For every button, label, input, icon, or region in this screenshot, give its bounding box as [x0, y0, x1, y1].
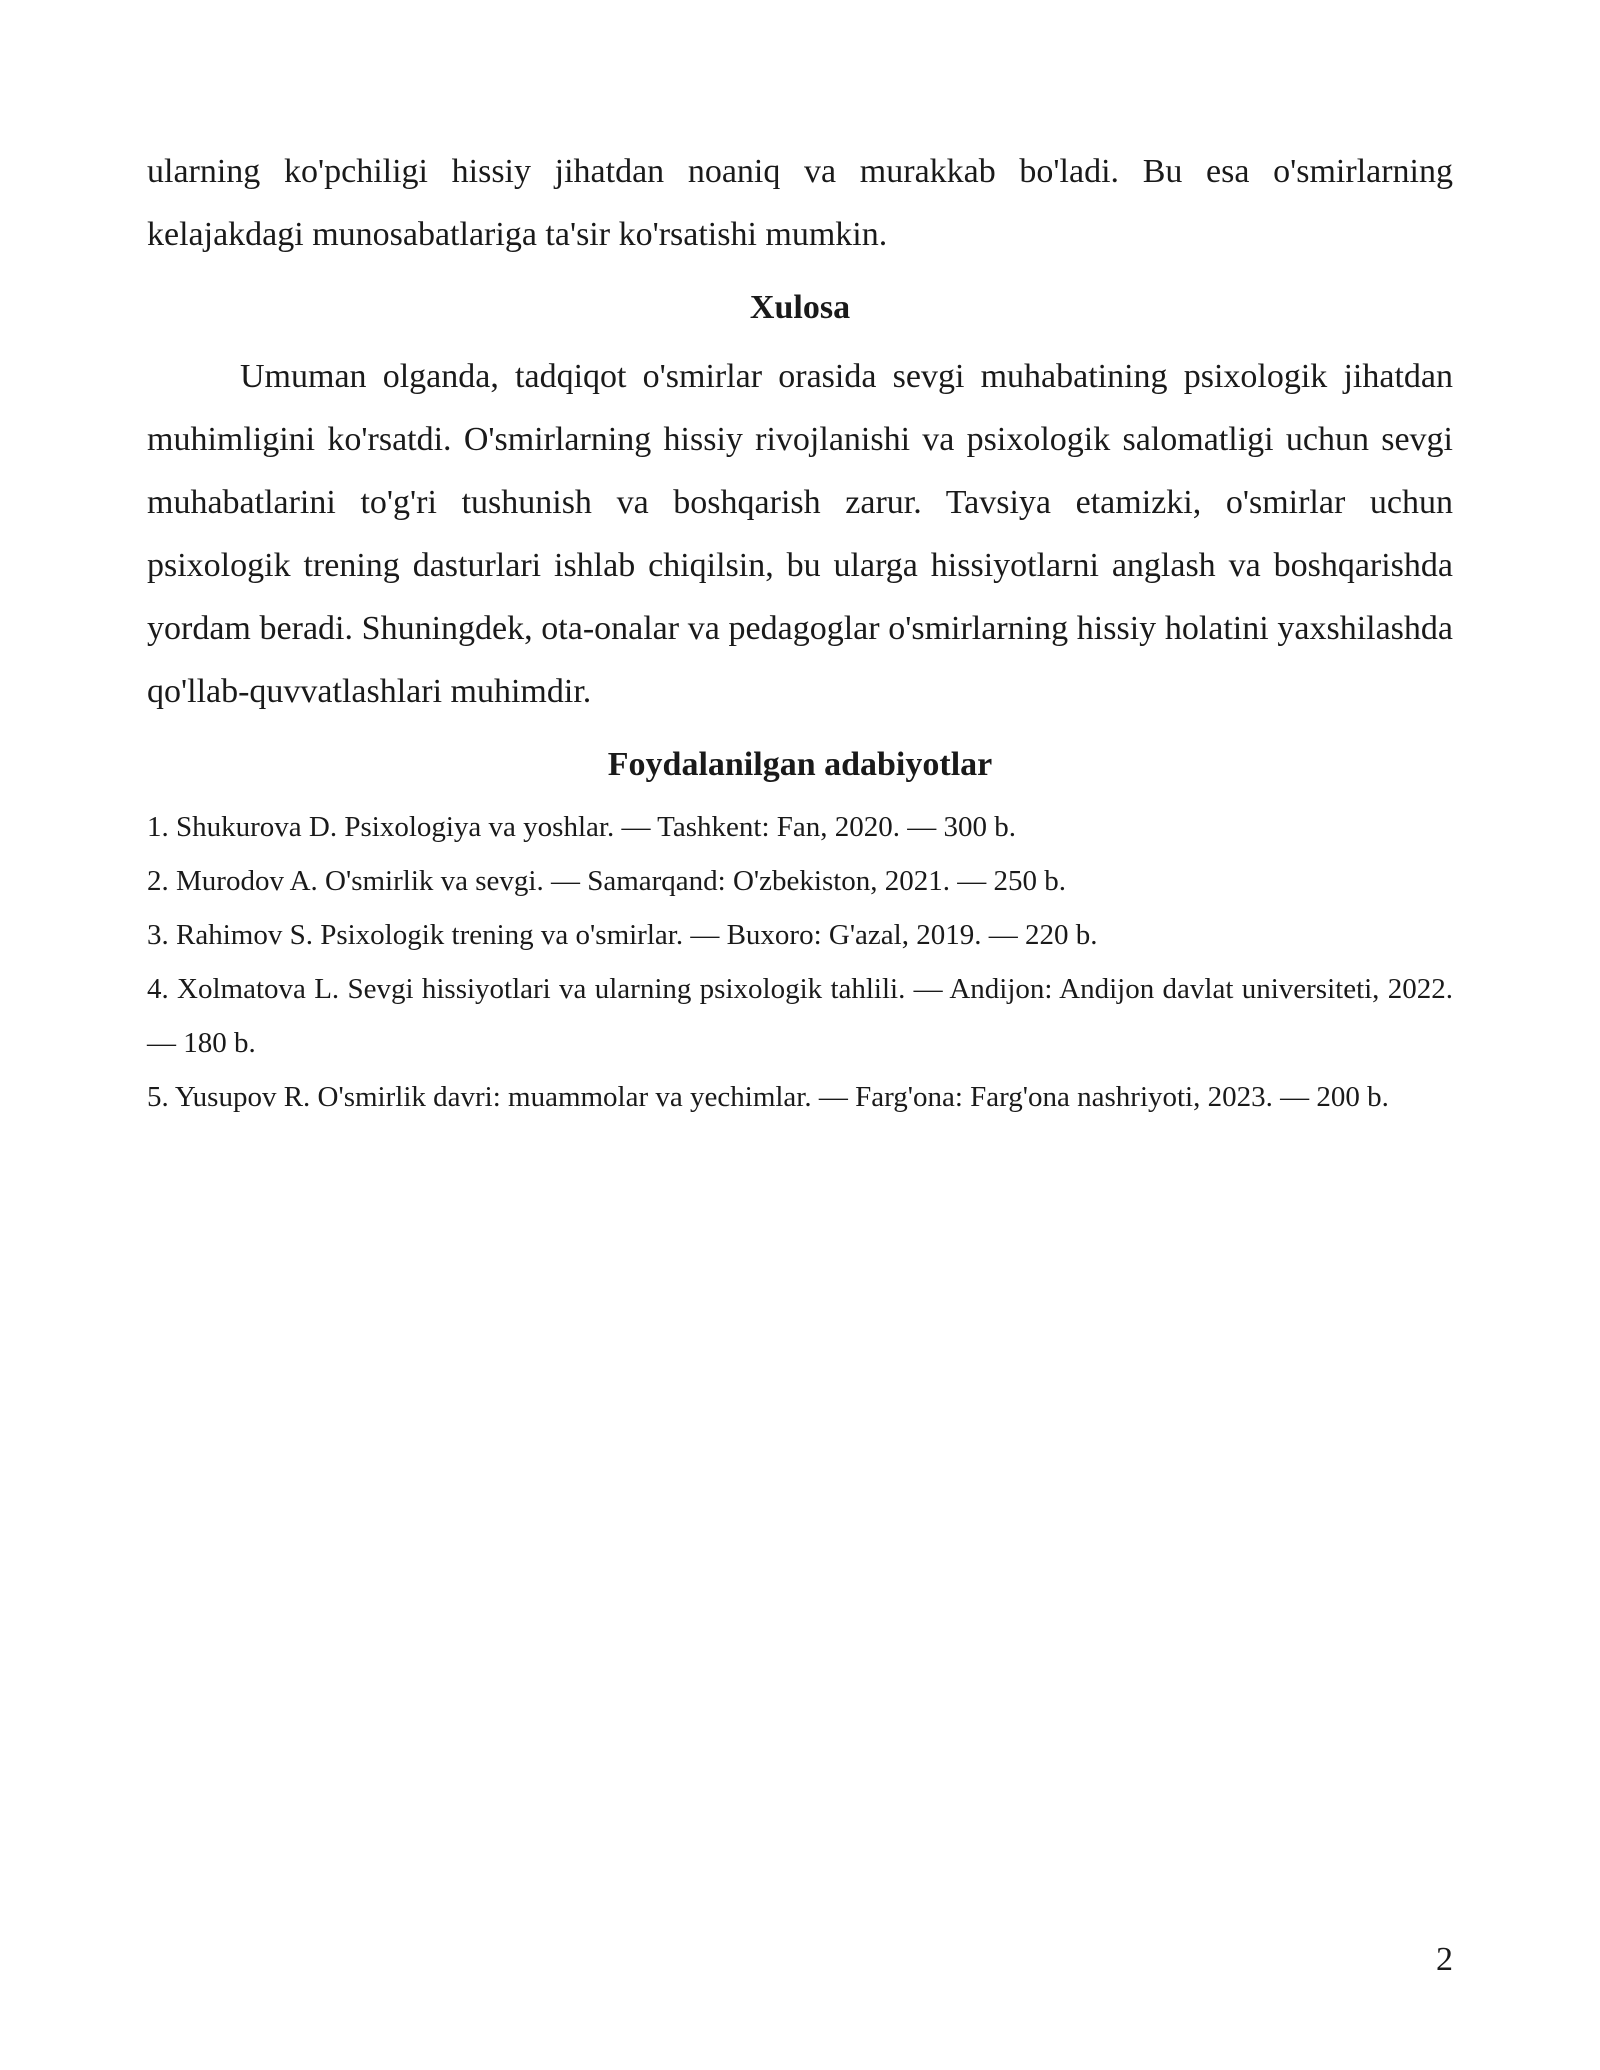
reference-item: 1. Shukurova D. Psixologiya va yoshlar. — Tashkent: Fan, 2020. — 300 b.: [147, 811, 1017, 843]
conclusion-paragraph: Umuman olganda, tadqiqot o'smirlar orasida sevgi muhabatining psixologik jihatdan muhimligini ko'rsatdi. O'smirlarning hissiy rivojlanishi va psixologik salomatligi uchun sevgi muhabatlarini to'g'ri tushunish va boshqarish zarur. Tavsiya etamizki, o'smirlar uchun psixologik trening dasturlari ishlab chiqilsin, bu ularga hissiyotlarni anglash va boshqarishda yordam beradi. Shuningdek, ota-onalar va pedagoglar o'smirlarning hissiy holatini yaxshilashda qo'llab-quvvatlashlari muhimdir.: [147, 358, 1453, 710]
references-heading: Foydalanilgan adabiyotlar: [607, 746, 993, 783]
intro-paragraph: ularning ko'pchiligi hissiy jihatdan noaniq va murakkab bo'ladi. Bu esa o'smirlarning kelajakdagi munosabatlariga ta'sir ko'rsatishi mumkin.: [147, 153, 1453, 253]
conclusion-heading: Xulosa: [749, 289, 851, 326]
reference-item: 5. Yusupov R. O'smirlik davri: muammolar va yechimlar. — Farg'ona: Farg'ona nashriyoti, 2023. — 200 b.: [147, 1081, 1389, 1113]
references-list: [147, 800, 1453, 1124]
page-number: 2: [1436, 1941, 1453, 1978]
reference-item: 3. Rahimov S. Psixologik trening va o'smirlar. — Buxoro: G'azal, 2019. — 220 b.: [147, 919, 1098, 951]
document-page: [147, 140, 1453, 1124]
reference-item: 2. Murodov A. O'smirlik va sevgi. — Samarqand: O'zbekiston, 2021. — 250 b.: [147, 865, 1067, 897]
reference-item: 4. Xolmatova L. Sevgi hissiyotlari va ularning psixologik tahlili. — Andijon: Andijon davlat universiteti, 2022. — 180 b.: [147, 973, 1453, 1059]
